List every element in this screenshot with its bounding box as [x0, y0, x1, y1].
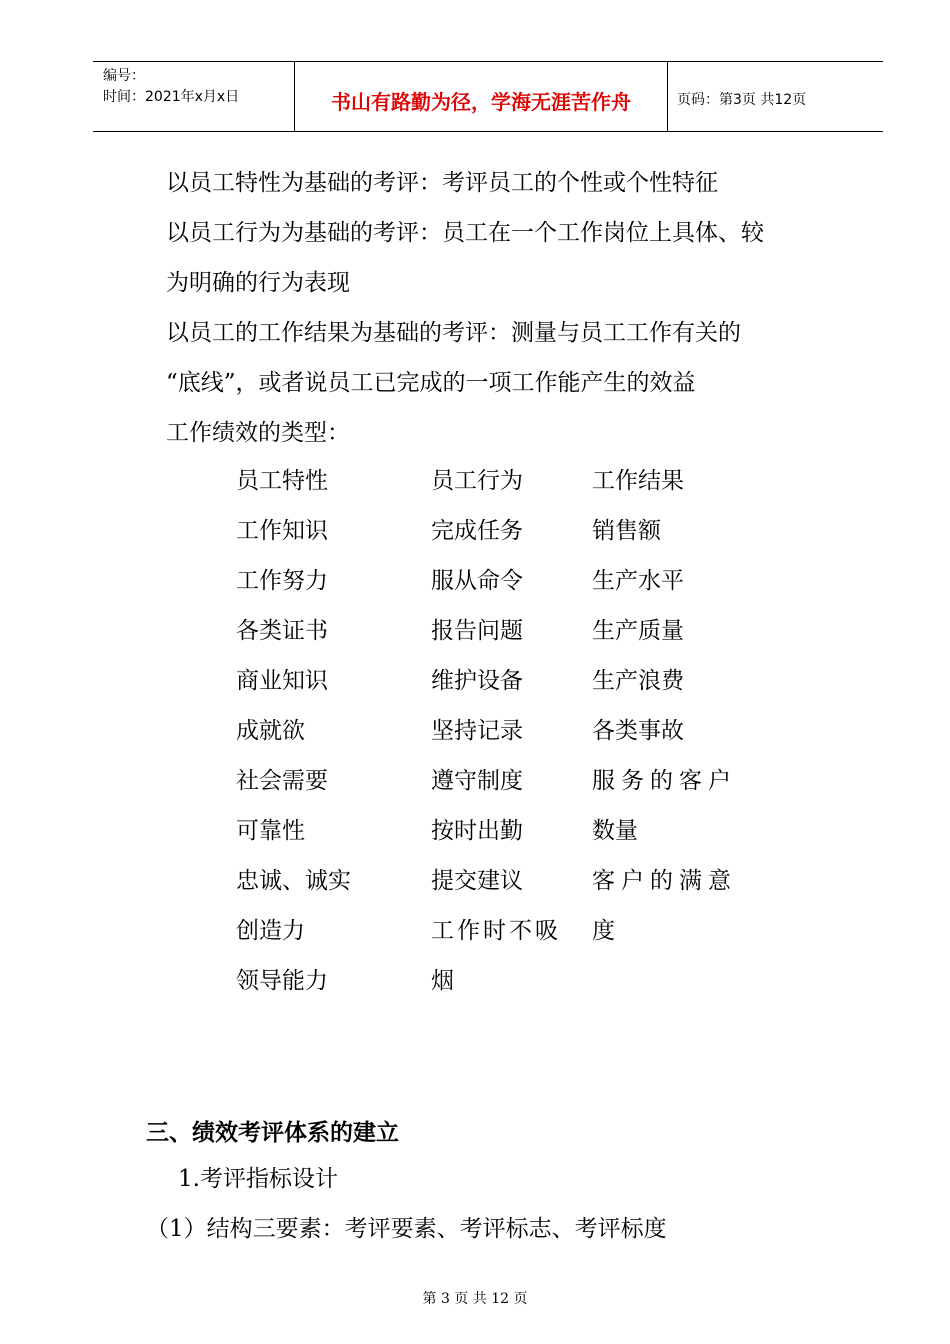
body-line: 以员工的工作结果为基础的考评：测量与员工工作有关的: [166, 320, 741, 346]
body-line: 以员工行为为基础的考评：员工在一个工作岗位上具体、较: [166, 220, 764, 246]
table-cell: 工作结果: [592, 468, 684, 494]
table-cell: 生产质量: [592, 618, 684, 644]
table-cell: 维护设备: [431, 668, 523, 694]
table-cell: 各类证书: [236, 618, 328, 644]
section-heading: 三、绩效考评体系的建立: [146, 1120, 399, 1146]
body-line: “底线”，或者说员工已完成的一项工作能产生的效益: [166, 370, 696, 396]
table-cell: 社会需要: [236, 768, 328, 794]
table-cell: 数量: [592, 818, 638, 844]
table-cell: 创造力: [236, 918, 305, 944]
table-cell: 各类事故: [592, 718, 684, 744]
table-cell: 工作时不吸: [431, 918, 561, 944]
page-label: 页码：第3页 共12页: [677, 92, 807, 108]
table-cell: 生产水平: [592, 568, 684, 594]
page-header: [93, 61, 883, 132]
table-cell: 报告问题: [431, 618, 523, 644]
table-cell: 服从命令: [431, 568, 523, 594]
table-cell: 度: [592, 918, 615, 944]
table-cell: 服务的客户: [592, 768, 737, 794]
date-label: 时间：2021年x月x日: [103, 89, 240, 105]
subheading: 1.考评指标设计: [178, 1166, 338, 1192]
table-cell: 可靠性: [236, 818, 305, 844]
table-cell: 按时出勤: [431, 818, 523, 844]
table-cell: 员工特性: [236, 468, 328, 494]
table-cell: 商业知识: [236, 668, 328, 694]
table-cell: 员工行为: [431, 468, 523, 494]
table-cell: 忠诚、诚实: [236, 868, 351, 894]
table-cell: 销售额: [592, 518, 661, 544]
table-cell: 遵守制度: [431, 768, 523, 794]
table-cell: 坚持记录: [431, 718, 523, 744]
body-line: 为明确的行为表现: [166, 270, 350, 296]
header-divider: [667, 62, 668, 131]
table-cell: 成就欲: [236, 718, 305, 744]
table-cell: 提交建议: [431, 868, 523, 894]
page-footer: 第 3 页 共 12 页: [422, 1291, 528, 1307]
table-cell: 领导能力: [236, 968, 328, 994]
table-cell: 工作努力: [236, 568, 328, 594]
body-line: 工作绩效的类型：: [166, 420, 350, 446]
table-cell: 生产浪费: [592, 668, 684, 694]
table-cell: 烟: [431, 968, 454, 994]
table-cell: 完成任务: [431, 518, 523, 544]
number-label: 编号：: [103, 68, 145, 84]
table-cell: 客户的满意: [592, 868, 737, 894]
body-line: （1）结构三要素：考评要素、考评标志、考评标度: [146, 1216, 667, 1242]
body-line: 以员工特性为基础的考评：考评员工的个性或个性特征: [166, 170, 718, 196]
header-motto: 书山有路勤为径，学海无涯苦作舟: [331, 90, 631, 114]
table-cell: 工作知识: [236, 518, 328, 544]
